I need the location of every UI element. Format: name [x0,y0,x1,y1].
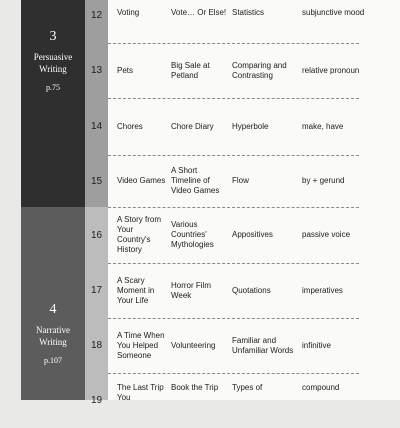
row-writing-skill: Familiar and Unfamiliar Words [232,335,294,355]
row-lesson-number: 14 [90,121,103,132]
unit-4-band [21,207,85,400]
row-lesson-number: 17 [90,285,103,296]
row-reading-title: Vote… Or Else! [171,8,227,17]
unit-title-line: Narrative [36,325,70,335]
unit-title-line: Writing [39,64,67,74]
unit-number: 4 [49,302,57,317]
row-writing-skill: Types of [232,383,263,392]
row-reading-title: Volunteering [171,340,216,350]
row-grammar-point: relative pronoun [302,65,360,75]
unit-3-band [21,0,85,207]
row-writing-skill: Flow [232,176,249,185]
row-reading-title: Book the Trip [171,383,219,392]
row-topic: Video Games [117,176,166,185]
row-topic: Voting [117,8,140,17]
row-topic: Chores [117,121,143,131]
row-grammar-point: passive voice [302,230,351,239]
row-topic: The Last Trip You [117,383,164,402]
row-lesson-number: 15 [90,175,103,187]
row-grammar-point: subjunctive mood [302,8,365,17]
row-topic: A Scary Moment in Your Life [117,275,155,305]
row-lesson-number: 18 [90,340,103,351]
unit-title-line: Writing [39,337,67,347]
row-lesson-number: 12 [90,10,103,21]
row-topic: A Story from Your Country's History [117,215,162,254]
unit-title [21,324,85,348]
row-grammar-point: make, have [302,121,344,131]
row-grammar-point: compound [302,383,340,392]
unit-title-line: Persuasive [33,52,73,62]
row-writing-skill: Statistics [232,8,265,17]
unit-page-reference: p.107 [44,356,62,365]
row-writing-skill: Quotations [232,285,271,295]
row-divider [108,373,359,374]
unit-title [21,51,85,75]
row-writing-skill: Hyperbole [232,121,269,131]
row-topic: Pets [117,65,134,75]
unit-number: 3 [49,29,57,44]
row-reading-title: Chore Diary [171,121,214,131]
row-grammar-point: infinitive [302,340,331,350]
row-lesson-number: 13 [90,65,103,76]
row-reading-title: Big Sale at Petland [171,60,210,80]
row-writing-skill: Appositives [232,230,273,239]
row-writing-skill: Comparing and Contrasting [232,60,287,80]
row-reading-title: Horror Film Week [171,280,211,300]
row-reading-title: Various Countries' Mythologies [171,220,214,249]
row-lesson-number: 16 [90,229,103,241]
row-lesson-number: 19 [90,395,103,406]
row-reading-title: A Short Timeline of Video Games [171,166,220,195]
row-topic: A Time When You Helped Someone [117,330,165,360]
row-grammar-point: imperatives [302,285,343,295]
unit-page-reference: p.75 [46,83,60,92]
row-grammar-point: by + gerund [302,176,345,185]
